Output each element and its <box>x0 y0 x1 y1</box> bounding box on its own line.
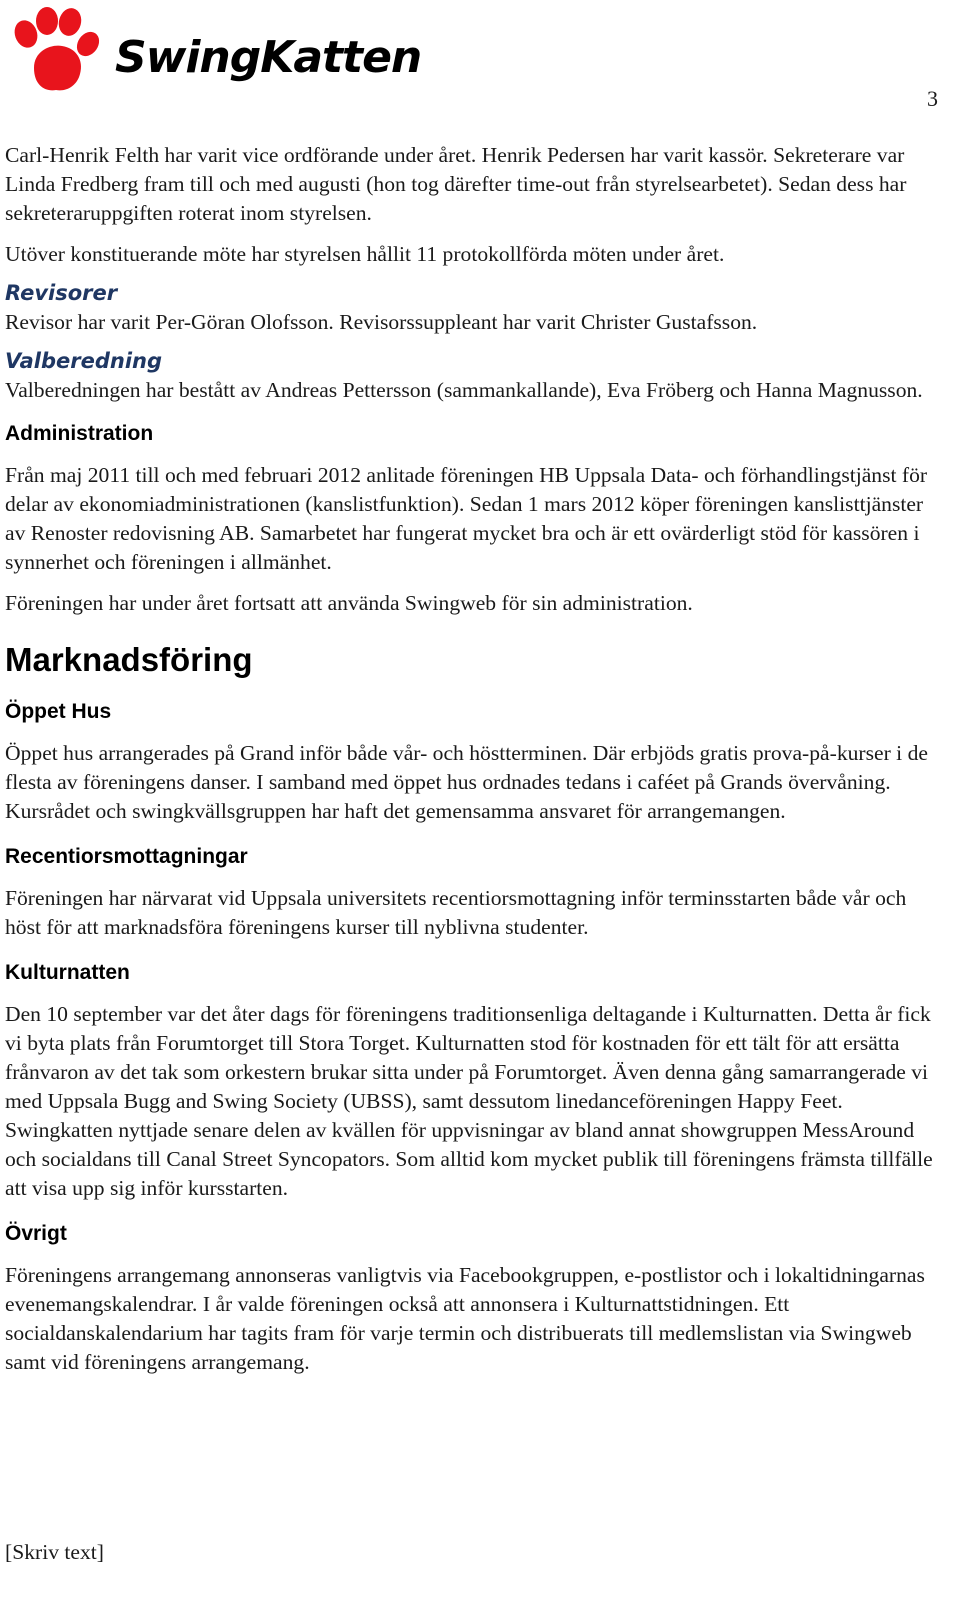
ovrigt-heading: Övrigt <box>5 1222 67 1245</box>
revisorer-heading: Revisorer <box>5 281 118 305</box>
page-header <box>0 0 960 110</box>
board-paragraph: Carl-Henrik Felth har varit vice ordförande under året. Henrik Pedersen har varit kassör. Sekreterare var Linda Fredberg fram till och med augusti (hon tog därefter time-out från styrelsearbetet). Sedan dess har sekreteraruppgiften roterat inom styrelsen. <box>5 143 907 225</box>
administration-swingweb-text: Föreningen har under året fortsatt att använda Swingweb för sin administration. <box>5 591 693 615</box>
revisorer-text: Revisor har varit Per-Göran Olofsson. Revisorssuppleant har varit Christer Gustafsson. <box>5 310 758 334</box>
page-footer: [Skriv text] <box>5 1540 104 1564</box>
valberedning-heading: Valberedning <box>5 349 163 373</box>
recentiors-heading: Recentiorsmottagningar <box>5 845 248 868</box>
document-body <box>5 141 940 1377</box>
oppet-hus-heading: Öppet Hus <box>5 700 112 723</box>
administration-heading: Administration <box>5 422 154 445</box>
kulturnatten-text: Den 10 september var det åter dags för föreningens traditionsenliga deltagande i Kulturnatten. Detta år fick vi byta plats från Forumtorget till Stora Torget. Kulturnatten stod för kostnaden för ett tält för att ersätta frånvaron av det tak som orkestern brukar sitta under på Forumtorget. Även denna gång samarrangerade vi med Uppsala Bugg and Swing Society (UBSS), samt dessutom linedanceföreningen Happy Feet. Swingkatten nyttjade senare delen av kvällen för uppvisningar av bland annat showgruppen MessAround och socialdans till Canal Street Syncopators. Som alltid kom mycket publik till föreningens främsta tillfälle att visa upp sig inför kursstarten. <box>5 1002 933 1200</box>
kulturnatten-heading: Kulturnatten <box>5 961 130 984</box>
recentiors-text: Föreningen har närvarat vid Uppsala universitets recentiorsmottagning inför terminsstarten både vår och höst för att marknadsföra föreningens kurser till nyblivna studenter. <box>5 886 907 939</box>
oppet-hus-text: Öppet hus arrangerades på Grand inför både vår- och höstterminen. Där erbjöds gratis prova-på-kurser i de flesta av föreningens danser. I samband med öppet hus ordnades tedans i caféet på Grands övervåning. Kursrådet och swingkvällsgruppen har haft det gemensamma ansvaret för arrangemangen. <box>5 741 928 823</box>
marknadsforing-heading: Marknadsföring <box>5 641 253 678</box>
ovrigt-text: Föreningens arrangemang annonseras vanligtvis via Facebookgruppen, e-postlistor och i lokaltidningarnas evenemangskalendrar. I år valde föreningen också att annonsera i Kulturnattstidningen. Ett socialdanskalendarium har tagits fram för varje termin och distribuerats till medlemslistan via Swingweb samt vid föreningens arrangemang. <box>5 1263 925 1374</box>
paw-print-icon <box>4 6 104 96</box>
page-number: 3 <box>927 86 938 111</box>
meetings-paragraph: Utöver konstituerande möte har styrelsen hållit 11 protokollförda möten under året. <box>5 242 725 266</box>
administration-text: Från maj 2011 till och med februari 2012 anlitade föreningen HB Uppsala Data- och förhandlingstjänst för delar av ekonomiadministrationen (kanslistfunktion). Sedan 1 mars 2012 köper föreningen kanslisttjänster av Renoster redovisning AB. Samarbetet har fungerat mycket bra och är ett ovärderligt stöd för kassören i synnerhet och föreningen i allmänhet. <box>5 463 928 574</box>
valberedning-text: Valberedningen har bestått av Andreas Pettersson (sammankallande), Eva Fröberg och Hanna Magnusson. <box>5 378 923 402</box>
brand-logo-text: SwingKatten <box>115 32 422 83</box>
